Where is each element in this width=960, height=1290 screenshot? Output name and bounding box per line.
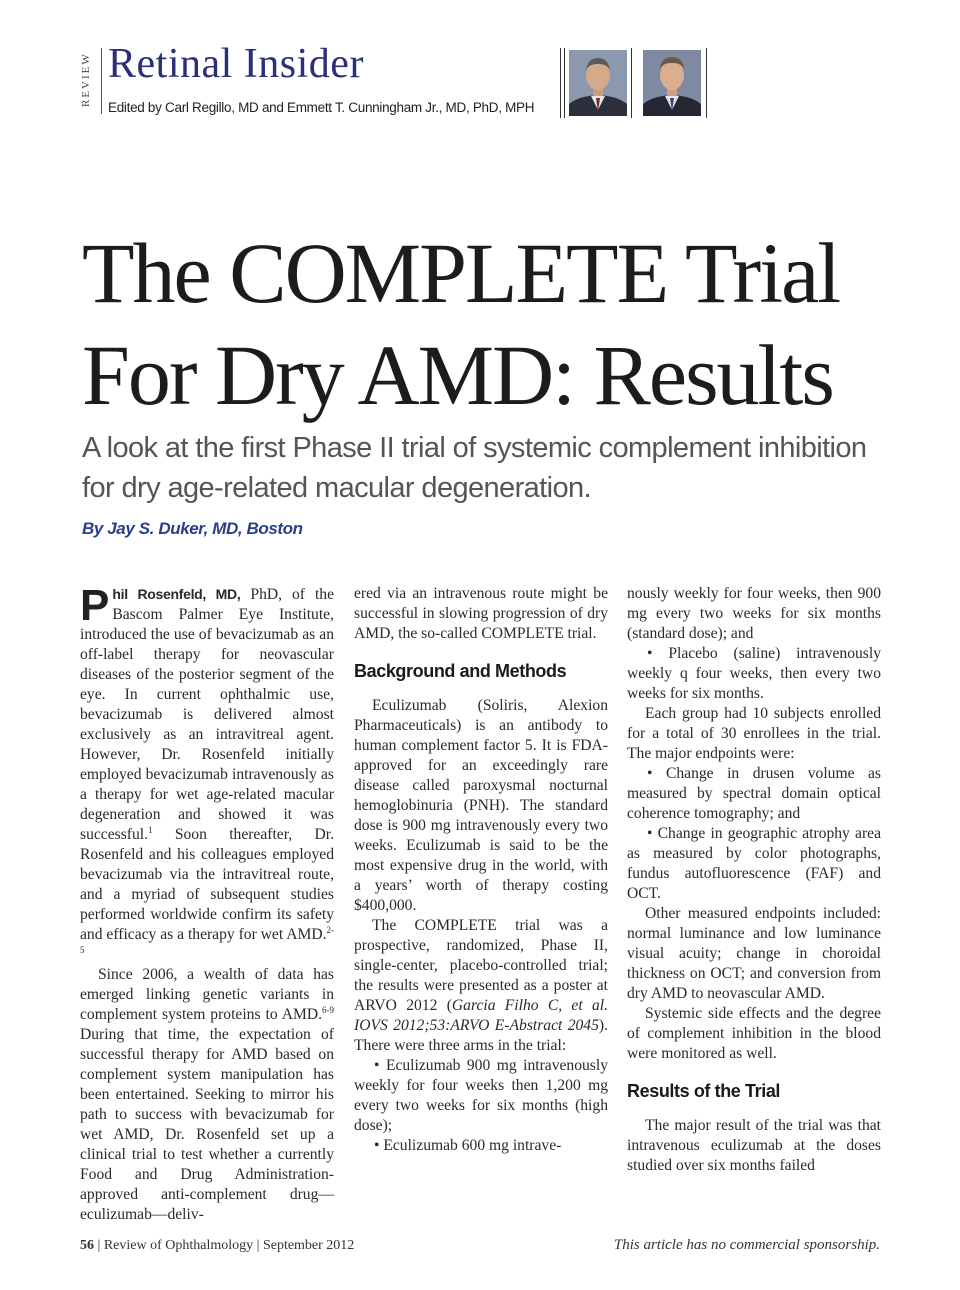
title-line-1: The COMPLETE Trial	[82, 225, 840, 321]
column-3	[627, 584, 881, 1176]
footer-left	[80, 1238, 354, 1254]
section-heading: Results of the Trial	[627, 1081, 781, 1101]
section-title: Retinal Insider	[108, 41, 364, 87]
column-1	[80, 581, 335, 1225]
section-heading: Background and Methods	[354, 661, 567, 681]
editor-photo-left	[569, 50, 627, 116]
paragraph: Eculizumab (Soliris, Alexion Pharmaceuticals) is an antibody to human complement factor 5. It is FDA-approved for an exceedingly rare disease called paroxysmal nocturnal hemoglobinuria (PNH). The standard dose is 900 mg intravenously every two weeks. Eculizumab is said to be the most expensive drug in the world, with a years’ worth of therapy costing $400,000.	[354, 697, 608, 914]
text: Soon thereafter, Dr. Rosenfeld and his colleagues employed bevacizumab via the intravitreal route, and a myriad of subsequent studies performed worldwide confirm its safety and efficacy as a therapy for wet AMD.	[80, 826, 334, 943]
editors-line: Edited by Carl Regillo, MD and Emmett T. Cunningham Jr., MD, PhD, MPH	[108, 100, 535, 115]
list-item: • Eculizumab 600 mg intrave-	[354, 1136, 608, 1156]
review-rule	[101, 48, 102, 114]
paragraph: ered via an intravenous route might be successful in slowing progression of dry AMD, the so-called COMPLETE trial.	[354, 585, 608, 642]
reference: 1	[148, 824, 153, 835]
text: PhD, of the Bascom Palmer Eye Institute, introduced the use of bevacizumab as an off-label therapy for neovascular diseases of the posterior segment of the eye. In current ophthalmic use, bevacizumab is delivered almost exclusively as an intravitreal agent. However, Dr. Rosenfeld initially employed bevacizumab intravenously as a therapy for wet age-related macular degeneration and showed it was successful.	[80, 586, 334, 843]
divider	[706, 48, 707, 118]
sponsorship-note: This article has no commercial sponsorship.	[613, 1237, 880, 1253]
paragraph: nously weekly for four weeks, then 900 mg every two weeks for six months (standard dose); and	[627, 585, 881, 642]
journal-name: Review of Ophthalmology	[103, 1238, 254, 1253]
column-2	[354, 584, 608, 1156]
text: The COMPLETE trial was a prospective, randomized, Phase II, single-center, placebo-controlled trial; the results were presented as a poster at ARVO 2012 (	[354, 917, 608, 1014]
divider	[631, 48, 632, 118]
title-line-2: For Dry AMD: Results	[82, 327, 833, 423]
article-title	[82, 222, 922, 426]
page-header	[80, 41, 710, 120]
paragraph: Systemic side effects and the degree of complement inhibition in the blood were monitored as well.	[627, 1005, 881, 1062]
paragraph	[354, 916, 608, 1056]
citation: Garcia Filho C, et al. IOVS 2012;53:ARVO E-Abstract 2045	[354, 997, 608, 1034]
article-subtitle: A look at the first Phase II trial of systemic complement inhibition for dry age-related macular degeneration.	[82, 432, 867, 504]
divider	[564, 48, 565, 118]
page-number: 56	[80, 1238, 94, 1253]
footer-separator: |	[97, 1238, 101, 1253]
text: During that time, the expectation of successful therapy for AMD based on complement system manipulation has been entertained. Seeking to mirror his path to success with bevacizumab for wet AMD, Dr. Rosenfeld set up a clinical trial to test whether a currently Food and Drug Administration-approved anti-complement drug—eculizumab—deliv-	[80, 1026, 334, 1223]
paragraph	[80, 965, 334, 1225]
text: ). There were three arms in the trial:	[354, 1017, 608, 1054]
text: Since 2006, a wealth of data has emerged linking genetic variants in complement system proteins to AMD.	[80, 966, 334, 1023]
paragraph: Each group had 10 subjects enrolled for a total of 30 enrollees in the trial. The major endpoints were:	[627, 705, 881, 762]
reference: 2-5	[80, 924, 335, 955]
drop-cap: P	[80, 581, 110, 630]
paragraph: The major result of the trial was that intravenous eculizumab at the doses studied over six months failed	[627, 1117, 881, 1174]
review-tag: REVIEW	[80, 52, 92, 108]
paragraph: Other measured endpoints included: normal luminance and low luminance visual acuity; change in choroidal thickness on OCT; and conversion from dry AMD to neovascular AMD.	[627, 905, 881, 1002]
divider	[560, 48, 561, 118]
issue-date: September 2012	[262, 1238, 355, 1253]
paragraph	[80, 581, 335, 965]
editor-photo-right	[643, 50, 701, 116]
list-item: • Change in geographic atrophy area as measured by color photographs, fundus autofluorescence (FAF) and OCT.	[627, 824, 881, 904]
list-item: • Placebo (saline) intravenously weekly q four weeks, then every two weeks for six months.	[627, 644, 881, 704]
byline: By Jay S. Duker, MD, Boston	[82, 519, 303, 538]
list-item: • Change in drusen volume as measured by spectral domain optical coherence tomography; and	[627, 764, 881, 824]
list-item: • Eculizumab 900 mg intravenously weekly for four weeks then 1,200 mg every two weeks for six months (high dose);	[354, 1056, 608, 1136]
reference: 6-9	[322, 1004, 334, 1015]
footer-separator: |	[256, 1238, 260, 1253]
lead-name: hil Rosenfeld, MD,	[112, 586, 241, 602]
